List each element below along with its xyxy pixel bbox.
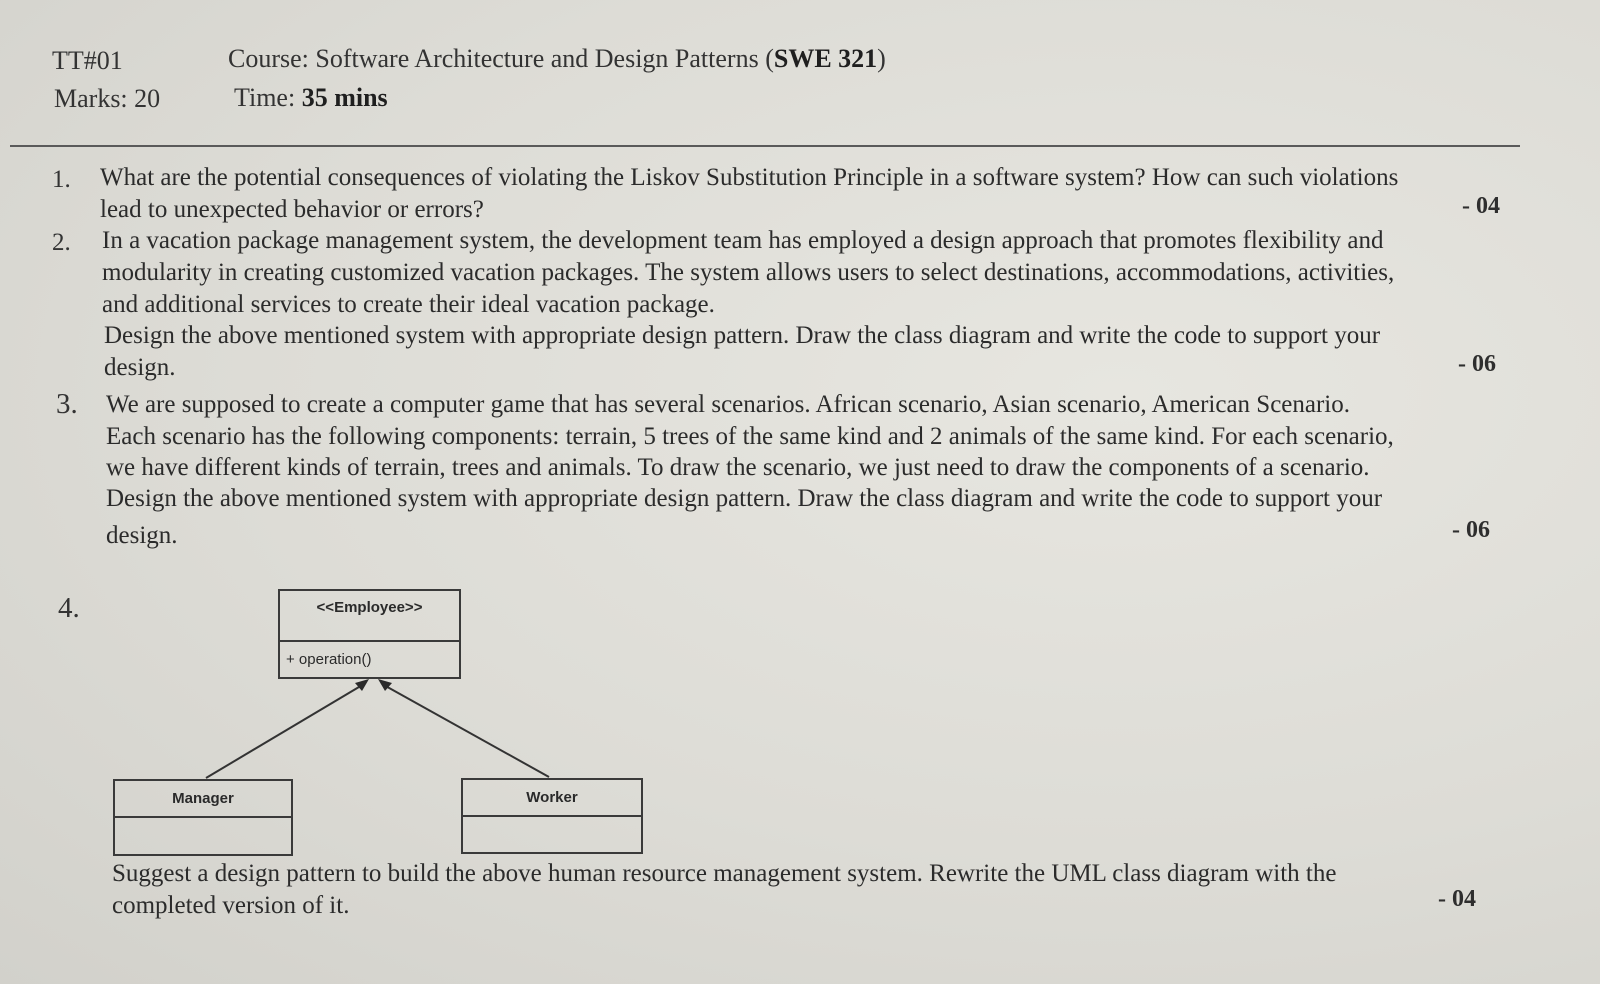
- question-3-marks: - 06: [1452, 517, 1490, 543]
- question-2-line-5: design.: [104, 354, 176, 381]
- question-4-marks: - 04: [1438, 886, 1476, 912]
- question-3-number: 3.: [56, 388, 78, 420]
- question-2-marks: - 06: [1458, 351, 1496, 377]
- time-prefix: Time:: [234, 83, 302, 112]
- worker-class-box: [461, 778, 643, 854]
- manager-class-name: Manager: [172, 790, 234, 807]
- worker-class-name: Worker: [526, 789, 578, 806]
- question-2-number: 2.: [52, 229, 71, 256]
- manager-class-box: [113, 779, 293, 856]
- employee-interface-box: [278, 589, 461, 679]
- manager-inheritance-line: [206, 684, 364, 778]
- question-1-number: 1.: [52, 166, 71, 193]
- employee-interface-name: <<Employee>>: [316, 599, 423, 616]
- manager-separator: [115, 816, 291, 818]
- question-3-line-3: we have different kinds of terrain, trees and animals. To draw the scenario, we just need to draw the components of a scenario.: [106, 454, 1370, 481]
- question-2-line-2: modularity in creating customized vacation packages. The system allows users to select destinations, accommodations, activities,: [102, 259, 1395, 286]
- worker-inheritance-line: [382, 684, 549, 777]
- course-code: SWE 321: [773, 44, 878, 73]
- course-close: ): [877, 44, 886, 73]
- question-2-line-4: Design the above mentioned system with appropriate design pattern. Draw the class diagram and write the code to support your: [104, 322, 1381, 349]
- time-value: 35 mins: [301, 83, 388, 112]
- test-id: TT#01: [52, 46, 123, 75]
- question-2-line-1: In a vacation package management system, the development team has employed a design approach that promotes flexibility and: [102, 227, 1384, 254]
- question-1-line-1: What are the potential consequences of violating the Liskov Substitution Principle in a software system? How can such violations: [100, 164, 1399, 191]
- question-4-line-2: completed version of it.: [112, 892, 350, 919]
- worker-separator: [463, 815, 641, 817]
- question-2-line-3: and additional services to create their ideal vacation package.: [102, 291, 715, 318]
- question-1-line-2: lead to unexpected behavior or errors?: [100, 196, 484, 223]
- question-3-line-2: Each scenario has the following components: terrain, 5 trees of the same kind and 2 animals of the same kind. For each scenario,: [106, 423, 1394, 450]
- employee-operation: + operation(): [286, 651, 372, 668]
- question-3-line-1: We are supposed to create a computer game that has several scenarios. African scenario, Asian scenario, American Scenario.: [106, 391, 1351, 418]
- question-4-number: 4.: [58, 592, 80, 624]
- question-3-line-4: Design the above mentioned system with appropriate design pattern. Draw the class diagram and write the code to support your: [106, 485, 1383, 512]
- marks-label: Marks: 20: [54, 84, 161, 113]
- question-1-marks: - 04: [1462, 193, 1500, 219]
- course-label: Course: Software Architecture and Design Patterns (: [228, 44, 774, 73]
- question-4-line-1: Suggest a design pattern to build the above human resource management system. Rewrite the UML class diagram with the: [112, 860, 1337, 887]
- question-3-line-5: design.: [106, 522, 178, 549]
- employee-separator: [280, 640, 459, 642]
